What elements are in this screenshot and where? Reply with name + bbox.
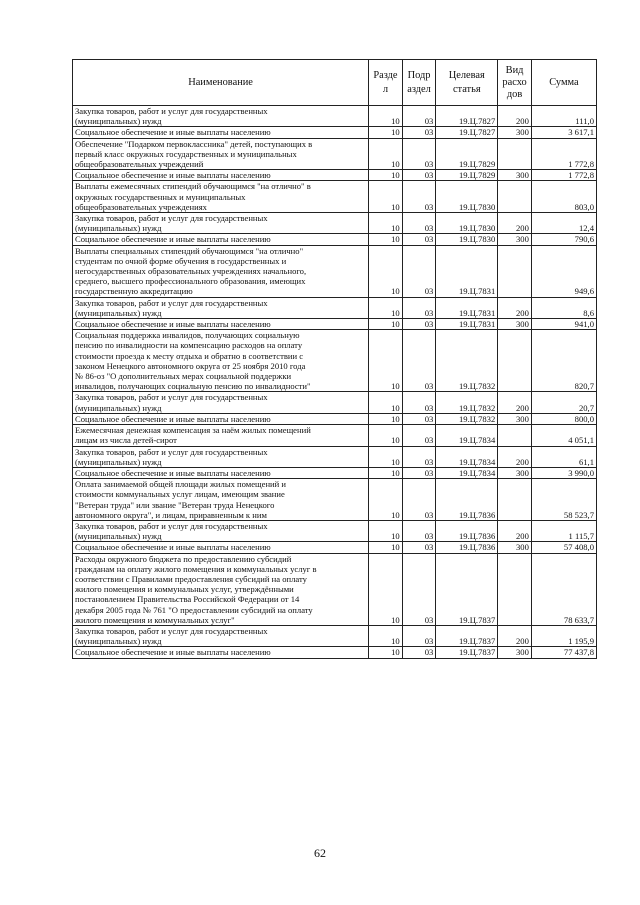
row-podrazdel-cell: 03	[402, 467, 436, 478]
row-target-cell: 19.Ц.7832	[436, 330, 498, 392]
row-razdel-cell: 10	[369, 625, 403, 646]
row-sum-cell: 57 408,0	[531, 542, 596, 553]
table-row	[73, 392, 597, 413]
header-sum: Сумма	[531, 60, 596, 106]
row-name-cell: Закупка товаров, работ и услуг для государственных (муниципальных) нужд	[73, 392, 369, 413]
row-name-cell: Социальное обеспечение и иные выплаты населению	[73, 319, 369, 330]
table-row	[73, 234, 597, 245]
row-sum-cell: 1 772,8	[531, 170, 596, 181]
row-vid-cell	[498, 425, 532, 446]
row-podrazdel-cell: 03	[402, 106, 436, 127]
row-razdel-cell: 10	[369, 467, 403, 478]
row-target-cell: 19.Ц.7829	[436, 170, 498, 181]
row-razdel-cell: 10	[369, 553, 403, 625]
row-podrazdel-cell: 03	[402, 553, 436, 625]
row-podrazdel-cell: 03	[402, 213, 436, 234]
header-razdel: Разде л	[369, 60, 403, 106]
table-row	[73, 170, 597, 181]
row-sum-cell: 803,0	[531, 181, 596, 213]
row-podrazdel-cell: 03	[402, 479, 436, 521]
row-target-cell: 19.Ц.7837	[436, 553, 498, 625]
row-vid-cell: 200	[498, 446, 532, 467]
row-podrazdel-cell: 03	[402, 392, 436, 413]
row-sum-cell: 20,7	[531, 392, 596, 413]
row-vid-cell	[498, 181, 532, 213]
row-target-cell: 19.Ц.7827	[436, 106, 498, 127]
table-row	[73, 553, 597, 625]
row-sum-cell: 1 115,7	[531, 520, 596, 541]
row-name-cell: Социальное обеспечение и иные выплаты населению	[73, 647, 369, 658]
row-vid-cell: 200	[498, 625, 532, 646]
row-razdel-cell: 10	[369, 213, 403, 234]
row-razdel-cell: 10	[369, 446, 403, 467]
table-row	[73, 330, 597, 392]
row-podrazdel-cell: 03	[402, 520, 436, 541]
table-row	[73, 520, 597, 541]
row-target-cell: 19.Ц.7834	[436, 425, 498, 446]
row-vid-cell: 300	[498, 542, 532, 553]
row-target-cell: 19.Ц.7827	[436, 127, 498, 138]
table-row	[73, 647, 597, 658]
table-row	[73, 297, 597, 318]
header-podrazdel: Подр аздел	[402, 60, 436, 106]
table-row	[73, 106, 597, 127]
row-target-cell: 19.Ц.7832	[436, 392, 498, 413]
row-razdel-cell: 10	[369, 181, 403, 213]
row-podrazdel-cell: 03	[402, 647, 436, 658]
page-number: 62	[314, 846, 326, 860]
row-target-cell: 19.Ц.7831	[436, 297, 498, 318]
table-row	[73, 245, 597, 297]
row-target-cell: 19.Ц.7832	[436, 413, 498, 424]
row-razdel-cell: 10	[369, 520, 403, 541]
row-razdel-cell: 10	[369, 425, 403, 446]
header-name: Наименование	[73, 60, 369, 106]
row-podrazdel-cell: 03	[402, 297, 436, 318]
row-sum-cell: 12,4	[531, 213, 596, 234]
row-name-cell: Социальное обеспечение и иные выплаты населению	[73, 170, 369, 181]
row-podrazdel-cell: 03	[402, 425, 436, 446]
row-podrazdel-cell: 03	[402, 234, 436, 245]
row-target-cell: 19.Ц.7829	[436, 138, 498, 170]
row-target-cell: 19.Ц.7830	[436, 181, 498, 213]
row-razdel-cell: 10	[369, 297, 403, 318]
row-sum-cell: 1 772,8	[531, 138, 596, 170]
row-target-cell: 19.Ц.7830	[436, 234, 498, 245]
row-name-cell: Ежемесячная денежная компенсация за наём жилых помещений лицам из числа детей-сирот	[73, 425, 369, 446]
row-sum-cell: 111,0	[531, 106, 596, 127]
row-name-cell: Закупка товаров, работ и услуг для государственных (муниципальных) нужд	[73, 446, 369, 467]
row-podrazdel-cell: 03	[402, 127, 436, 138]
row-podrazdel-cell: 03	[402, 330, 436, 392]
row-vid-cell: 300	[498, 413, 532, 424]
row-razdel-cell: 10	[369, 647, 403, 658]
row-target-cell: 19.Ц.7837	[436, 625, 498, 646]
row-vid-cell	[498, 330, 532, 392]
row-razdel-cell: 10	[369, 542, 403, 553]
table-header-row	[73, 60, 597, 106]
table-row	[73, 213, 597, 234]
row-sum-cell: 820,7	[531, 330, 596, 392]
row-razdel-cell: 10	[369, 479, 403, 521]
row-vid-cell	[498, 479, 532, 521]
row-target-cell: 19.Ц.7834	[436, 446, 498, 467]
row-sum-cell: 78 633,7	[531, 553, 596, 625]
row-vid-cell: 200	[498, 213, 532, 234]
table-body	[73, 106, 597, 659]
budget-table	[72, 59, 597, 659]
row-name-cell: Социальное обеспечение и иные выплаты населению	[73, 234, 369, 245]
row-sum-cell: 58 523,7	[531, 479, 596, 521]
row-razdel-cell: 10	[369, 234, 403, 245]
row-razdel-cell: 10	[369, 127, 403, 138]
row-name-cell: Социальное обеспечение и иные выплаты населению	[73, 542, 369, 553]
table-row	[73, 127, 597, 138]
row-razdel-cell: 10	[369, 170, 403, 181]
row-name-cell: Закупка товаров, работ и услуг для государственных (муниципальных) нужд	[73, 213, 369, 234]
table-row	[73, 413, 597, 424]
row-sum-cell: 4 051,1	[531, 425, 596, 446]
row-target-cell: 19.Ц.7834	[436, 467, 498, 478]
row-sum-cell: 3 617,1	[531, 127, 596, 138]
row-sum-cell: 941,0	[531, 319, 596, 330]
row-name-cell: Закупка товаров, работ и услуг для государственных (муниципальных) нужд	[73, 106, 369, 127]
row-name-cell: Социальная поддержка инвалидов, получающих социальную пенсию по инвалидности на компенсацию расходов на оплату стоимости проезда к месту отдыха и обратно в соответствии с законом Ненецкого автономного округа от 25 ноября 2010 года № 86-оз "О дополнительных мерах социальной поддержки инвалидов, получающих социальную пенсию по инвалидности"	[73, 330, 369, 392]
row-vid-cell: 300	[498, 647, 532, 658]
row-podrazdel-cell: 03	[402, 413, 436, 424]
header-target: Целевая статья	[436, 60, 498, 106]
table-row	[73, 625, 597, 646]
row-vid-cell: 300	[498, 467, 532, 478]
row-name-cell: Закупка товаров, работ и услуг для государственных (муниципальных) нужд	[73, 297, 369, 318]
row-name-cell: Оплата занимаемой общей площади жилых помещений и стоимости коммунальных услуг лицам, имеющим звание "Ветеран труда" или звание "Ветеран труда Ненецкого автономного округа", и лицам, приравненным к ним	[73, 479, 369, 521]
row-sum-cell: 3 990,0	[531, 467, 596, 478]
row-sum-cell: 800,0	[531, 413, 596, 424]
row-razdel-cell: 10	[369, 392, 403, 413]
row-podrazdel-cell: 03	[402, 625, 436, 646]
row-target-cell: 19.Ц.7836	[436, 520, 498, 541]
row-sum-cell: 61,1	[531, 446, 596, 467]
row-vid-cell	[498, 245, 532, 297]
row-name-cell: Выплаты специальных стипендий обучающимся "на отлично" студентам по очной форме обучения в государственных и негосударственных образовательных учреждениях начального, среднего, высшего профессионального образования, имеющих государственную аккредитацию	[73, 245, 369, 297]
row-vid-cell: 300	[498, 319, 532, 330]
table-row	[73, 446, 597, 467]
table-row	[73, 181, 597, 213]
row-target-cell: 19.Ц.7836	[436, 479, 498, 521]
row-name-cell: Обеспечение "Подарком первоклассника" детей, поступающих в первый класс окружных государственных и муниципальных общеобразовательных учреждений	[73, 138, 369, 170]
row-target-cell: 19.Ц.7831	[436, 245, 498, 297]
row-sum-cell: 8,6	[531, 297, 596, 318]
row-name-cell: Выплаты ежемесячных стипендий обучающимся "на отлично" в окружных государственных и муниципальных общеобразовательных учреждениях	[73, 181, 369, 213]
table-row	[73, 542, 597, 553]
row-podrazdel-cell: 03	[402, 446, 436, 467]
row-vid-cell: 200	[498, 106, 532, 127]
row-podrazdel-cell: 03	[402, 170, 436, 181]
row-vid-cell: 300	[498, 127, 532, 138]
row-podrazdel-cell: 03	[402, 319, 436, 330]
row-name-cell: Социальное обеспечение и иные выплаты населению	[73, 127, 369, 138]
row-podrazdel-cell: 03	[402, 542, 436, 553]
table-row	[73, 425, 597, 446]
row-target-cell: 19.Ц.7830	[436, 213, 498, 234]
table-row	[73, 479, 597, 521]
row-vid-cell	[498, 553, 532, 625]
header-vid: Вид расхо дов	[498, 60, 532, 106]
row-sum-cell: 77 437,8	[531, 647, 596, 658]
row-razdel-cell: 10	[369, 330, 403, 392]
row-vid-cell: 200	[498, 392, 532, 413]
row-razdel-cell: 10	[369, 138, 403, 170]
row-name-cell: Расходы окружного бюджета по предоставлению субсидий гражданам на оплату жилого помещения и коммунальных услуг в соответствии с Правилами предоставления субсидий на оплату жилого помещения и коммунальных услуг, утверждёнными постановлением Правительства Российской Федерации от 14 декабря 2005 года № 761 "О предоставлении субсидий на оплату жилого помещения и коммунальных услуг"	[73, 553, 369, 625]
row-razdel-cell: 10	[369, 106, 403, 127]
row-sum-cell: 790,6	[531, 234, 596, 245]
row-vid-cell	[498, 138, 532, 170]
row-vid-cell: 200	[498, 297, 532, 318]
row-name-cell: Закупка товаров, работ и услуг для государственных (муниципальных) нужд	[73, 625, 369, 646]
table-row	[73, 319, 597, 330]
row-podrazdel-cell: 03	[402, 181, 436, 213]
row-target-cell: 19.Ц.7836	[436, 542, 498, 553]
row-razdel-cell: 10	[369, 413, 403, 424]
row-name-cell: Социальное обеспечение и иные выплаты населению	[73, 467, 369, 478]
row-vid-cell: 300	[498, 170, 532, 181]
row-razdel-cell: 10	[369, 319, 403, 330]
row-vid-cell: 300	[498, 234, 532, 245]
row-razdel-cell: 10	[369, 245, 403, 297]
row-sum-cell: 949,6	[531, 245, 596, 297]
row-target-cell: 19.Ц.7837	[436, 647, 498, 658]
row-podrazdel-cell: 03	[402, 138, 436, 170]
row-name-cell: Социальное обеспечение и иные выплаты населению	[73, 413, 369, 424]
row-name-cell: Закупка товаров, работ и услуг для государственных (муниципальных) нужд	[73, 520, 369, 541]
row-target-cell: 19.Ц.7831	[436, 319, 498, 330]
row-sum-cell: 1 195,9	[531, 625, 596, 646]
table-row	[73, 467, 597, 478]
table-row	[73, 138, 597, 170]
row-podrazdel-cell: 03	[402, 245, 436, 297]
row-vid-cell: 200	[498, 520, 532, 541]
